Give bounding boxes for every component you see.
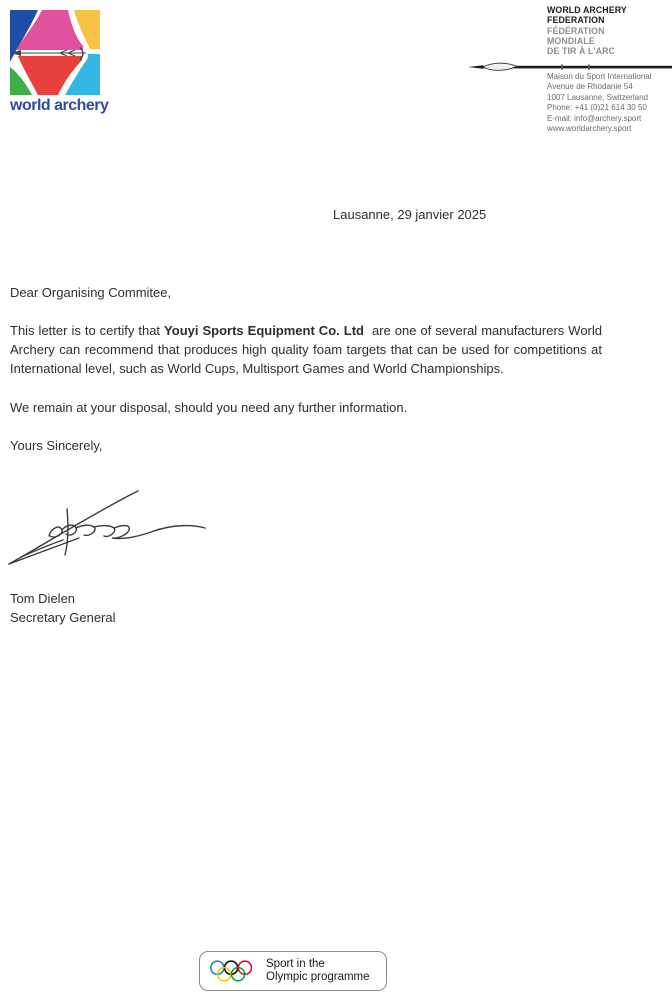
logo-wordmark: world archery <box>10 97 109 114</box>
company-name: Youyi Sports Equipment Co. Ltd <box>164 323 364 338</box>
org-name-en-line1: WORLD ARCHERY <box>547 5 627 15</box>
body-text-before-company: This letter is to certify that <box>10 323 165 338</box>
olympic-programme-badge <box>199 951 387 991</box>
org-title-block <box>547 5 627 56</box>
olympic-label-line2: Olympic programme <box>266 971 370 983</box>
address-line-phone: Phone: +41 (0)21 614 30 50 <box>547 103 647 113</box>
signer-name: Tom Dielen <box>10 591 76 606</box>
olympic-programme-label <box>266 958 370 984</box>
olympic-label-line1: Sport in the <box>266 958 325 970</box>
address-line: 1007 Lausanne, Switzerland <box>547 92 648 102</box>
closing: Yours Sincerely, <box>10 438 103 453</box>
signer-title: Secretary General <box>10 610 116 625</box>
letter-body <box>10 283 602 455</box>
world-archery-logo <box>10 10 130 115</box>
org-name-fr-line1: FÉDÉRATION <box>547 25 605 36</box>
paragraph-disposal: We remain at your disposal, should you need any further information. <box>10 400 408 415</box>
address-line-email: E-mail: info@archery.sport <box>547 113 642 123</box>
address-line-website: www.worldarchery.sport <box>547 124 632 134</box>
address-block <box>547 72 652 134</box>
org-name-en-line2: FEDERATION <box>547 15 605 26</box>
org-name-fr-line3: DE TIR À L'ARC <box>547 46 615 57</box>
address-line: Avenue de Rhodanie 54 <box>547 82 633 92</box>
signature-icon <box>5 483 220 568</box>
paragraph-certification <box>10 321 602 378</box>
salutation: Dear Organising Commitee, <box>10 285 172 300</box>
world-archery-logo-icon <box>10 10 100 95</box>
dateline: Lausanne, 29 janvier 2025 <box>333 207 487 222</box>
body-text-after-company: are one of several manufacturers World Archery can recommend that produces high quality foam targets that can be used for competitions at International level, such as World Cups, Multisport Games and World Championships. <box>10 323 602 376</box>
olympic-rings-icon <box>208 958 256 984</box>
signer-block <box>10 589 116 627</box>
org-name-fr-line2: MONDIALE <box>547 35 595 46</box>
address-line: Maison du Sport International <box>547 72 652 81</box>
